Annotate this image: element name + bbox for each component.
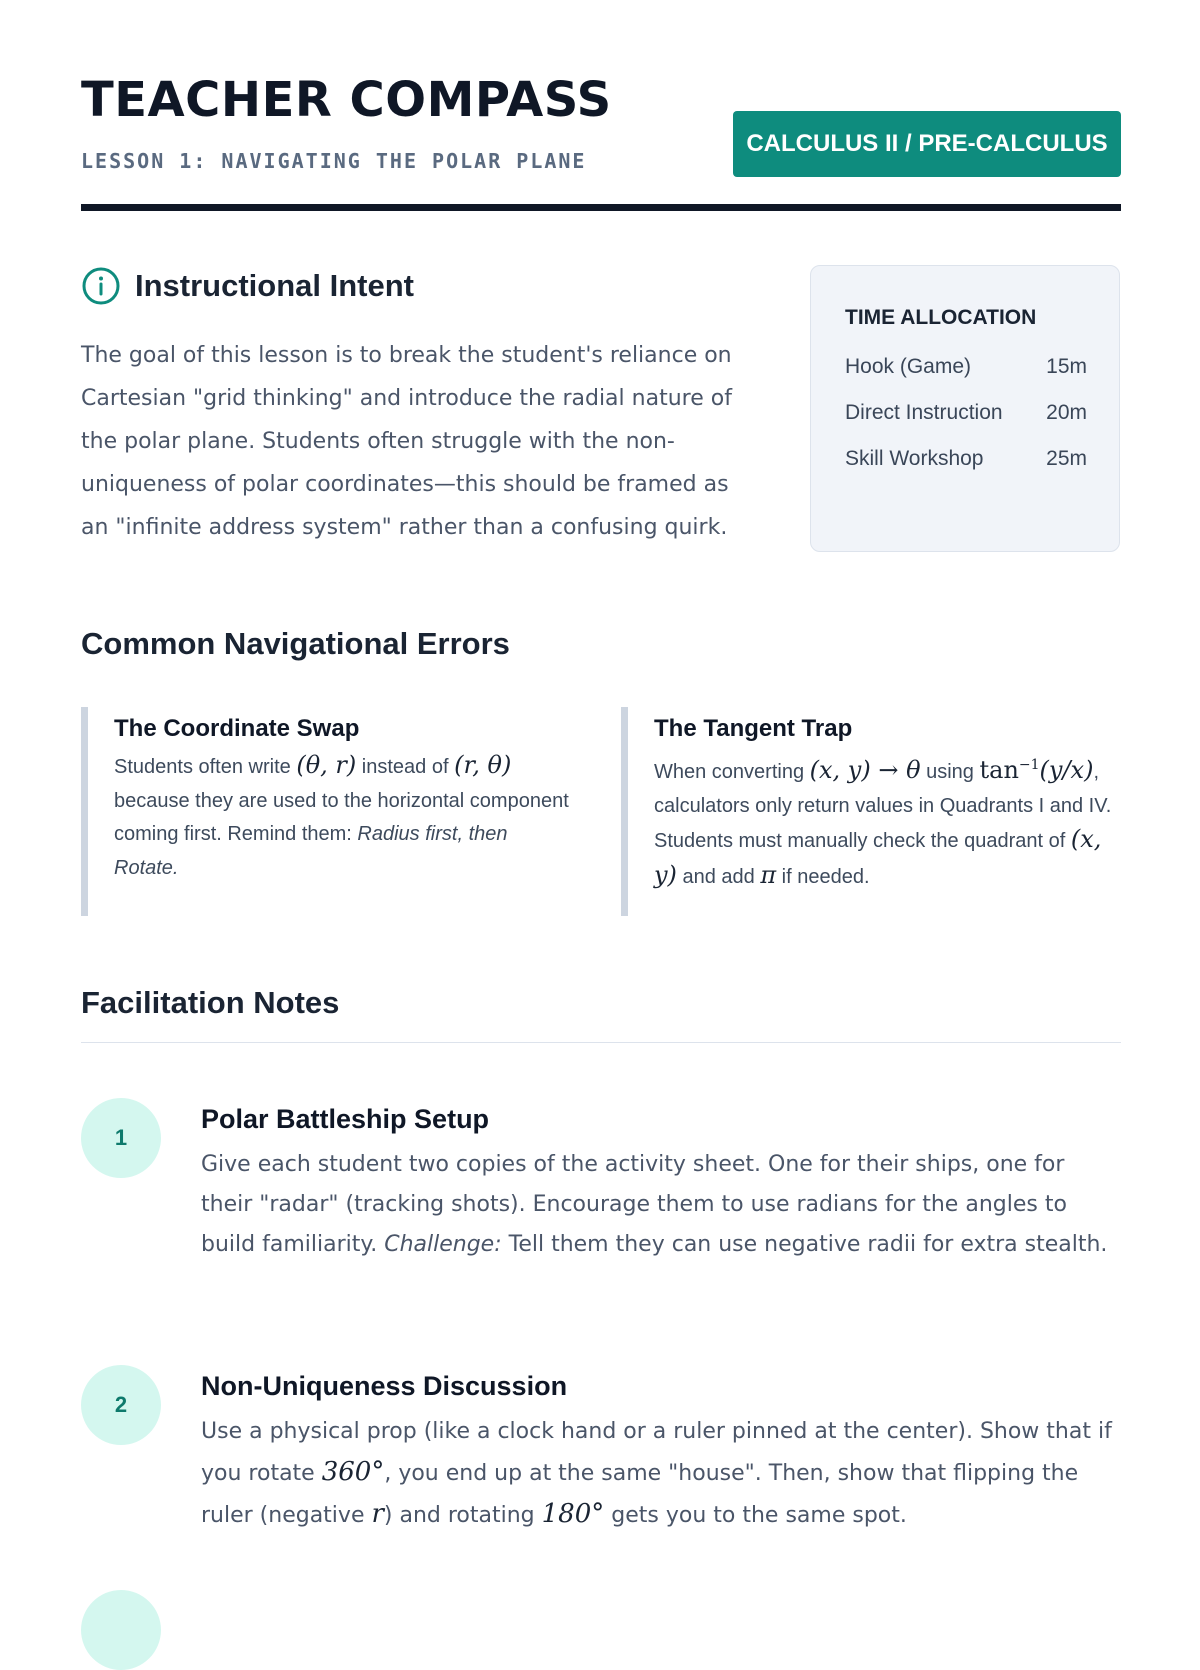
- header-divider: [81, 204, 1121, 211]
- emphasis-text: Radius first, then Rotate.: [114, 823, 508, 879]
- time-row: [845, 447, 1087, 471]
- error-card-coordinate-swap: [81, 707, 569, 916]
- math-expression: (θ, r): [296, 751, 357, 779]
- error-body: Students often write (θ, r) instead of (r, θ) because they are used to the horizontal component coming first. Remind them: Radius first, then Rotate.: [114, 751, 569, 879]
- intent-title: Instructional Intent: [135, 268, 414, 303]
- page-header: [81, 0, 1121, 212]
- step-number-badge: 2: [81, 1365, 161, 1445]
- math-expression: (r, θ): [454, 751, 512, 779]
- app-title: TEACHER COMPASS: [81, 72, 612, 128]
- time-label: Skill Workshop: [845, 447, 984, 470]
- error-title: The Tangent Trap: [654, 715, 853, 742]
- step-body: Use a physical prop (like a clock hand or a ruler pinned at the center). Show that if you rotate 360°, you end up at the same "house". Then, show that flipping the ruler (negative r) and rotating 180° gets you to the same spot.: [201, 1419, 1112, 1529]
- math-expression: r: [371, 1499, 384, 1529]
- step-title: Polar Battleship Setup: [201, 1104, 490, 1134]
- intent-body: The goal of this lesson is to break the student's reliance on Cartesian "grid thinking" and introduce the radial nature of the polar plane. Students often struggle with the non-uniqueness of polar coordinates—this should be framed as an "infinite address system" rather than a confusing quirk.: [81, 343, 732, 540]
- time-value: 20m: [1046, 401, 1087, 424]
- course-badge: CALCULUS II / PRE-CALCULUS: [733, 111, 1121, 177]
- step-number-badge: [81, 1590, 161, 1670]
- time-allocation-title: TIME ALLOCATION: [845, 306, 1037, 329]
- math-expression: 360°: [321, 1457, 385, 1487]
- error-title: The Coordinate Swap: [114, 715, 360, 742]
- time-allocation-card: [810, 265, 1120, 552]
- step-content: [201, 1098, 1121, 1265]
- step-content: [201, 1365, 1121, 1536]
- instructional-intent-section: [81, 266, 761, 571]
- info-icon: [81, 266, 121, 306]
- step-title: Non-Uniqueness Discussion: [201, 1371, 568, 1401]
- math-expression: (x, y): [654, 825, 1102, 889]
- errors-heading: Common Navigational Errors: [81, 626, 510, 661]
- time-row: [845, 355, 1087, 379]
- math-expression: (x, y) → θ: [809, 756, 921, 784]
- time-row: [845, 401, 1087, 425]
- lesson-subtitle: LESSON 1: NAVIGATING THE POLAR PLANE: [81, 149, 587, 173]
- time-label: Hook (Game): [845, 355, 972, 378]
- time-value: 15m: [1046, 355, 1087, 378]
- step-body: Give each student two copies of the activity sheet. One for their ships, one for their "radar" (tracking shots). Encourage them to use radians for the angles to build familiarity. Challenge: Tell them they can use negative radii for extra stealth.: [201, 1152, 1108, 1257]
- emphasis-text: Challenge:: [384, 1232, 502, 1257]
- facilitation-divider: [81, 1042, 1121, 1043]
- step-number-badge: 1: [81, 1098, 161, 1178]
- error-card-tangent-trap: [621, 707, 1121, 916]
- math-expression: 180°: [541, 1499, 605, 1529]
- time-label: Direct Instruction: [845, 401, 1003, 424]
- time-value: 25m: [1046, 447, 1087, 470]
- math-expression: π: [760, 860, 777, 889]
- math-expression: $\tan^{-1}(y/x)$: [979, 756, 1094, 784]
- error-body: When converting (x, y) → θ using $\tan^{-1}(y/x)$, calculators only return values in Quadrants I and IV. Students must manually check the quadrant of (x, y) and add π if needed.: [654, 756, 1112, 889]
- intent-heading: [81, 266, 761, 306]
- facilitation-heading: Facilitation Notes: [81, 985, 340, 1020]
